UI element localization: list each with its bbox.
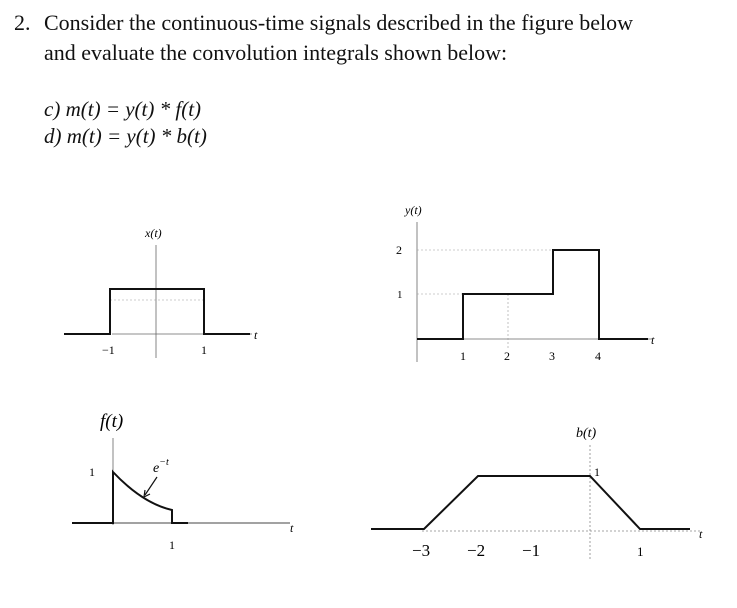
b-tick-neg2: −2 [467, 541, 486, 560]
f-signal [72, 472, 188, 523]
b-xaxis-label: t [699, 527, 703, 541]
plot-b [371, 426, 703, 560]
b-tick-neg1: −1 [522, 541, 541, 560]
f-xaxis-label: t [290, 521, 294, 535]
y-xaxis-label: t [651, 333, 655, 347]
part-c-label: c) [44, 97, 61, 121]
x-xaxis-label: t [254, 328, 258, 342]
problem-text-line1: Consider the continuous-time signals described in the figure below [44, 10, 633, 35]
part-d-label: d) [44, 124, 62, 148]
y-tick-t1: 1 [460, 349, 466, 363]
f-annotation-arrow [145, 477, 157, 495]
x-ylabel: x(t) [145, 226, 162, 240]
problem-text-line2: and evaluate the convolution integrals shown below: [44, 40, 508, 65]
problem-number: 2. [14, 10, 31, 35]
part-c-equation: m(t) = y(t) * f(t) [65, 97, 202, 121]
b-ylabel: b(t) [576, 426, 597, 441]
x-tick-neg1: −1 [102, 343, 115, 357]
f-ylabel: f(t) [100, 411, 124, 432]
f-tick-t1: 1 [169, 538, 175, 552]
part-d-equation: m(t) = y(t) * b(t) [66, 124, 207, 148]
f-annotation: $e^{-t}$ [153, 457, 169, 476]
x-tick-1: 1 [201, 343, 207, 357]
plot-x [64, 226, 258, 358]
y-tick-y1: 1 [397, 289, 403, 301]
y-tick-t2: 2 [504, 349, 510, 363]
b-tick-1: 1 [637, 544, 644, 559]
y-tick-y2: 2 [396, 243, 402, 257]
b-tick-neg3: −3 [412, 541, 431, 560]
plot-f [72, 411, 294, 552]
b-signal [371, 476, 690, 529]
plot-y [396, 203, 655, 363]
y-ylabel: y(t) [405, 203, 422, 217]
f-tick-y1: 1 [89, 465, 95, 479]
y-signal [417, 250, 648, 339]
x-signal [64, 289, 250, 334]
y-tick-t4: 4 [595, 349, 601, 363]
b-tick-y1: 1 [594, 465, 600, 479]
y-tick-t3: 3 [549, 349, 555, 363]
